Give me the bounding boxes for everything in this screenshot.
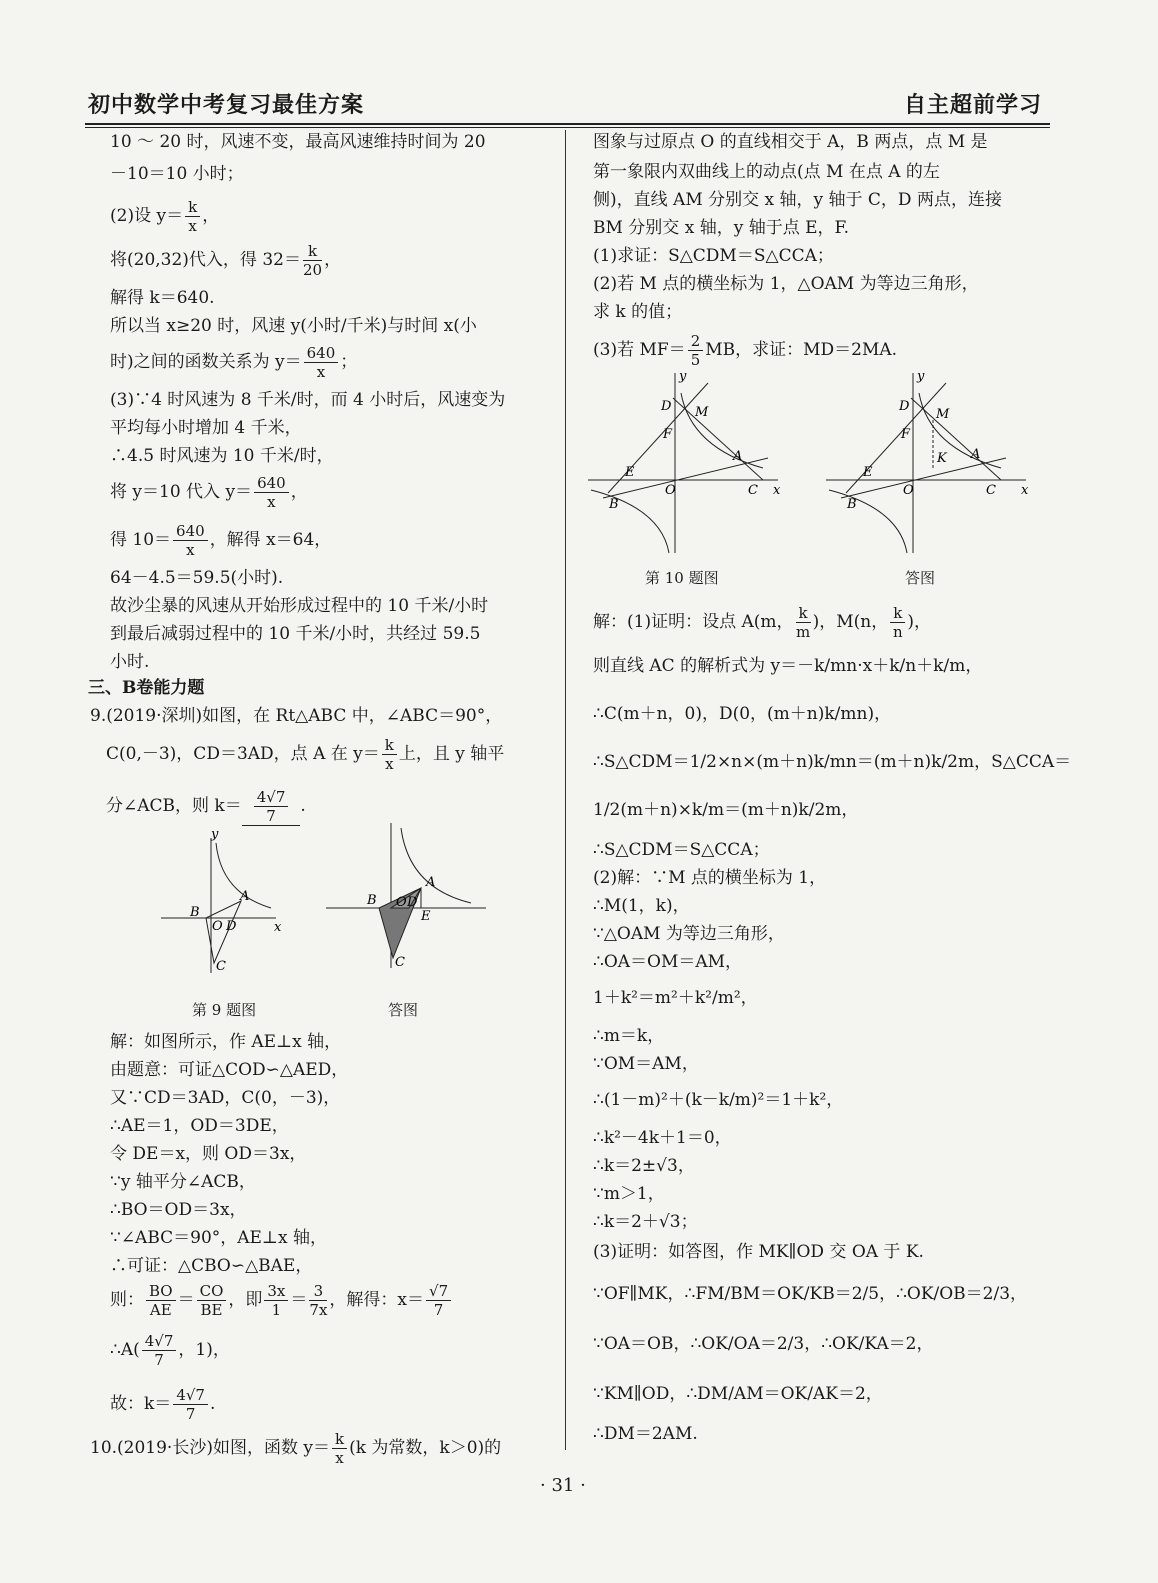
solution-line: ∴(1－m)²＋(k－k/m)²＝1＋k²，	[593, 1090, 844, 1110]
solution-line: ∴可证：△CBO∽△BAE，	[110, 1256, 313, 1276]
solution-line: 又∵CD＝3AD，C(0，－3)，	[110, 1088, 341, 1108]
solution-line: ∴DM＝2AM.	[593, 1424, 698, 1444]
page-number: · 31 ·	[540, 1475, 586, 1496]
text-line: 将 y＝10 代入 y＝ $\frac{640}{x}$ ，	[110, 474, 308, 511]
figure-10-caption: 第 10 题图	[645, 569, 719, 587]
label-M: M	[695, 405, 709, 420]
label-E: E	[421, 909, 431, 924]
label-A: A	[971, 447, 981, 462]
figure-9-answer-caption: 答图	[388, 1001, 419, 1019]
text-line: 得 10＝ $\frac{640}{x}$ ，解得 x＝64，	[110, 522, 332, 559]
solution-line: 令 DE＝x，则 OD＝3x，	[110, 1144, 307, 1164]
label-x: x	[1021, 483, 1029, 498]
text-line: 小时.	[110, 652, 150, 672]
label-D: D	[899, 399, 910, 414]
label-E: E	[863, 465, 873, 480]
text-line: 所以当 x≥20 时，风速 y(小时/千米)与时间 x(小	[110, 316, 477, 336]
question-9-line3: 分∠ACB，则 k＝ $\frac{4√7}{7}$ .	[106, 788, 306, 825]
label-D: D	[226, 919, 237, 934]
text-line: (1)求证：S△CDM＝S△CCA；	[593, 246, 834, 266]
text-line: 将(20,32)代入，得 32＝ $\frac{k}{20}$ ，	[110, 242, 342, 279]
column-divider	[565, 130, 566, 1450]
label-A: A	[733, 449, 743, 464]
label-F: F	[663, 427, 673, 442]
label-y: y	[917, 369, 925, 384]
text-line: BM 分别交 x 轴，y 轴于点 E，F.	[593, 218, 850, 238]
label-M: M	[936, 407, 950, 422]
solution-line: 1＋k²＝m²＋k²/m²，	[593, 988, 758, 1008]
solution-line: 由题意：可证△COD∽△AED，	[110, 1060, 349, 1080]
label-C: C	[395, 955, 405, 970]
solution-line: ∴AE＝1，OD＝3DE，	[110, 1116, 289, 1136]
text-line: (2)若 M 点的横坐标为 1，△OAM 为等边三角形，	[593, 274, 979, 294]
solution-line: ∵∠ABC＝90°，AE⊥x 轴，	[110, 1228, 327, 1248]
solution-line: ∴C(m＋n，0)，D(0，(m＋n)k/mn)，	[593, 704, 892, 724]
solution-line: ∵OA＝OB，∴OK/OA＝2/3，∴OK/KA＝2，	[593, 1334, 934, 1354]
label-K: K	[937, 451, 947, 466]
solution-line: ∵m＞1，	[593, 1184, 665, 1204]
solution-line: ∴k＝2＋√3；	[593, 1212, 698, 1232]
label-E: E	[625, 465, 635, 480]
figure-9	[146, 828, 286, 978]
text-line: 侧)，直线 AM 分别交 x 轴，y 轴于 C，D 两点，连接	[593, 190, 1002, 210]
label-B: B	[847, 497, 857, 512]
text-line: 求 k 的值；	[593, 302, 683, 322]
solution-line: ∴k²－4k＋1＝0，	[593, 1128, 732, 1148]
section-heading: 三、B卷能力题	[88, 678, 205, 698]
label-O: O	[903, 483, 914, 498]
header-section-title: 自主超前学习	[903, 92, 1042, 118]
figure-9-caption: 第 9 题图	[192, 1001, 257, 1019]
text-line: ∴4.5 时风速为 10 千米/时，	[110, 446, 334, 466]
text-line: －10＝10 小时；	[110, 164, 244, 184]
label-O: O	[665, 483, 676, 498]
label-A: A	[426, 875, 436, 890]
solution-line: ∴OA＝OM＝AM，	[593, 952, 743, 972]
solution-line: 解：(1)证明：设点 A(m， $\frac{k}{m}$ )，M(n， $\frac{k}{n}$ )，	[593, 604, 931, 641]
solution-line: 解：如图所示，作 AE⊥x 轴，	[110, 1032, 342, 1052]
label-D: D	[407, 895, 418, 910]
figure-10-answer	[821, 368, 1031, 558]
solution-line: ∴S△CDM＝1/2×n×(m＋n)k/mn＝(m＋n)k/2m，S△CCA＝	[593, 752, 1072, 772]
text-line: (3)若 MF＝ $\frac{2}{5}$ MB，求证：MD＝2MA.	[593, 332, 898, 369]
label-B: B	[609, 497, 619, 512]
figure-10	[583, 368, 783, 558]
solution-line: ∴k＝2±√3，	[593, 1156, 695, 1176]
solution-line: ∵KM∥OD，∴DM/AM＝OK/AK＝2，	[593, 1384, 883, 1404]
figure-10-answer-caption: 答图	[905, 569, 936, 587]
question-10-line1: 10.(2019·长沙)如图，函数 y＝ $\frac{k}{x}$ (k 为常数，k＞0)的	[90, 1430, 502, 1467]
text-line: 64－4.5＝59.5(小时).	[110, 568, 284, 588]
solution-line: ∵△OAM 为等边三角形，	[593, 924, 785, 944]
solution-line: ∵y 轴平分∠ACB，	[110, 1172, 256, 1192]
solution-line: ∴BO＝OD＝3x，	[110, 1200, 247, 1220]
label-C: C	[986, 483, 996, 498]
question-9-line1: 9.(2019·深圳)如图，在 Rt△ABC 中，∠ABC＝90°，	[90, 706, 503, 726]
label-B: B	[190, 905, 200, 920]
text-line: 到最后减弱过程中的 10 千米/小时，共经过 59.5	[110, 624, 481, 644]
label-C: C	[748, 483, 758, 498]
label-y: y	[211, 828, 219, 842]
header-rule	[85, 123, 1050, 125]
solution-line: 则： $\frac{BO}{AE}$ ＝ $\frac{CO}{BE}$ ，即 $\frac{3x}{1}$ ＝ $\frac{3}{7x}$ ，解得：x＝ $\frac{√7}{7}$	[110, 1282, 453, 1319]
text-line: 时)之间的函数关系为 y＝ $\frac{640}{x}$ ；	[110, 344, 358, 381]
label-y: y	[679, 369, 687, 384]
label-O: O	[212, 919, 223, 934]
text-line: (2)设 y＝ $\frac{k}{x}$ ，	[110, 198, 220, 235]
label-A: A	[240, 889, 250, 904]
question-9-line2: C(0,－3)，CD＝3AD，点 A 在 y＝ $\frac{k}{x}$ 上，且 y 轴平	[106, 736, 505, 773]
label-x: x	[274, 920, 282, 935]
solution-line: ∵OM＝AM，	[593, 1054, 699, 1074]
solution-line: ∵OF∥MK，∴FM/BM＝OK/KB＝2/5，∴OK/OB＝2/3，	[593, 1284, 1028, 1304]
solution-line: (3)证明：如答图，作 MK∥OD 交 OA 于 K.	[593, 1242, 924, 1262]
solution-line: ∴M(1，k)，	[593, 896, 690, 916]
figure-9-answer	[321, 818, 491, 978]
label-F: F	[901, 427, 911, 442]
text-line: 故沙尘暴的风速从开始形成过程中的 10 千米/小时	[110, 596, 489, 616]
solution-line: ∴A( $\frac{4√7}{7}$ ，1)，	[110, 1332, 230, 1369]
solution-line: (2)解：∵M 点的横坐标为 1，	[593, 868, 827, 888]
label-B: B	[367, 893, 377, 908]
header-book-title: 初中数学中考复习最佳方案	[88, 92, 365, 118]
solution-line: ∴m＝k，	[593, 1026, 665, 1046]
text-line: 解得 k＝640.	[110, 288, 215, 308]
solution-line: ∴S△CDM＝S△CCA；	[593, 840, 770, 860]
label-D: D	[661, 399, 672, 414]
solution-line: 1/2(m＋n)×k/m＝(m＋n)k/2m，	[593, 800, 859, 820]
solution-line: 故：k＝ $\frac{4√7}{7}$ .	[110, 1386, 216, 1423]
text-line: 第一象限内双曲线上的动点(点 M 在点 A 的左	[593, 162, 940, 182]
text-line: 10 ～ 20 时，风速不变，最高风速维持时间为 20	[110, 132, 486, 152]
text-line: (3)∵4 时风速为 8 千米/时，而 4 小时后，风速变为	[110, 390, 506, 410]
solution-line: 则直线 AC 的解析式为 y＝－k/mn·x＋k/n＋k/m，	[593, 656, 983, 676]
answer-blank: $\frac{4√7}{7}$	[242, 788, 301, 826]
label-C: C	[216, 959, 226, 974]
label-x: x	[773, 483, 781, 498]
text-line: 平均每小时增加 4 千米，	[110, 418, 302, 438]
text-line: 图象与过原点 O 的直线相交于 A，B 两点，点 M 是	[593, 132, 988, 152]
label-O: O	[396, 895, 407, 910]
